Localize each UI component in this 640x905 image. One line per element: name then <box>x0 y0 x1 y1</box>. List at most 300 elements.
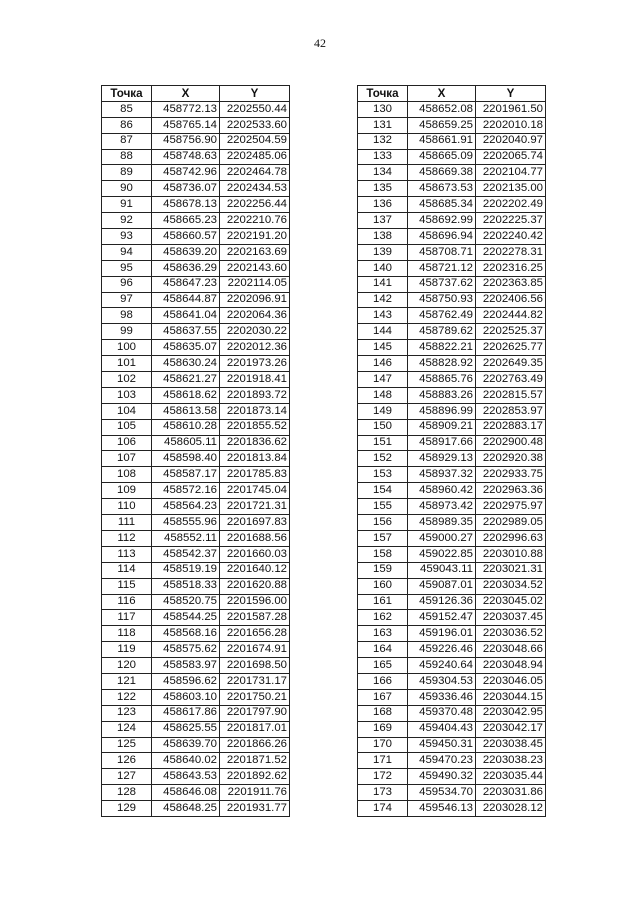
point-number-cell: 106 <box>102 435 152 451</box>
table-row <box>102 260 290 276</box>
point-number-cell: 122 <box>102 689 152 705</box>
y-coordinate-cell: 2202040.97 <box>476 133 546 149</box>
table-row <box>358 626 546 642</box>
x-coordinate-cell: 458789.62 <box>408 324 476 340</box>
y-coordinate-cell: 2202815.57 <box>476 387 546 403</box>
point-number-cell: 154 <box>358 483 408 499</box>
table-row <box>358 785 546 801</box>
header-point: Точка <box>358 86 408 102</box>
table-row <box>102 101 290 117</box>
y-coordinate-cell: 2201587.28 <box>220 610 290 626</box>
y-coordinate-cell: 2201697.83 <box>220 515 290 531</box>
x-coordinate-cell: 458613.58 <box>152 403 220 419</box>
x-coordinate-cell: 458603.10 <box>152 689 220 705</box>
x-coordinate-cell: 458989.35 <box>408 515 476 531</box>
y-coordinate-cell: 2201931.77 <box>220 801 290 817</box>
table-row <box>358 117 546 133</box>
y-coordinate-cell: 2202649.35 <box>476 356 546 372</box>
x-coordinate-cell: 458635.07 <box>152 340 220 356</box>
y-coordinate-cell: 2201813.84 <box>220 451 290 467</box>
table-row <box>358 101 546 117</box>
y-coordinate-cell: 2201817.01 <box>220 721 290 737</box>
x-coordinate-cell: 458647.23 <box>152 276 220 292</box>
point-number-cell: 160 <box>358 578 408 594</box>
x-coordinate-cell: 458564.23 <box>152 499 220 515</box>
table-row <box>358 467 546 483</box>
y-coordinate-cell: 2202900.48 <box>476 435 546 451</box>
table-row <box>102 594 290 610</box>
y-coordinate-cell: 2203048.94 <box>476 658 546 674</box>
y-coordinate-cell: 2202464.78 <box>220 165 290 181</box>
x-coordinate-cell: 458644.87 <box>152 292 220 308</box>
table-row <box>102 292 290 308</box>
point-number-cell: 89 <box>102 165 152 181</box>
table-row <box>102 403 290 419</box>
x-coordinate-cell: 458519.19 <box>152 562 220 578</box>
x-coordinate-cell: 458660.57 <box>152 229 220 245</box>
x-coordinate-cell: 458721.12 <box>408 260 476 276</box>
x-coordinate-cell: 458669.38 <box>408 165 476 181</box>
point-number-cell: 165 <box>358 658 408 674</box>
header-point: Точка <box>102 86 152 102</box>
table-row <box>358 594 546 610</box>
x-coordinate-cell: 458665.09 <box>408 149 476 165</box>
point-number-cell: 168 <box>358 705 408 721</box>
x-coordinate-cell: 458772.13 <box>152 101 220 117</box>
table-row <box>358 483 546 499</box>
table-row <box>102 165 290 181</box>
y-coordinate-cell: 2202444.82 <box>476 308 546 324</box>
x-coordinate-cell: 458610.28 <box>152 419 220 435</box>
table-row <box>102 610 290 626</box>
table-row <box>102 499 290 515</box>
table-row <box>102 673 290 689</box>
table-row <box>358 435 546 451</box>
x-coordinate-cell: 458637.55 <box>152 324 220 340</box>
table-row <box>358 562 546 578</box>
x-coordinate-cell: 458896.99 <box>408 403 476 419</box>
x-coordinate-cell: 458572.16 <box>152 483 220 499</box>
table-row <box>102 562 290 578</box>
x-coordinate-cell: 458828.92 <box>408 356 476 372</box>
table-row <box>358 658 546 674</box>
y-coordinate-cell: 2203048.66 <box>476 642 546 658</box>
y-coordinate-cell: 2202434.53 <box>220 181 290 197</box>
point-number-cell: 116 <box>102 594 152 610</box>
table-row <box>358 356 546 372</box>
table-row <box>102 276 290 292</box>
y-coordinate-cell: 2202363.85 <box>476 276 546 292</box>
y-coordinate-cell: 2203034.52 <box>476 578 546 594</box>
y-coordinate-cell: 2202064.36 <box>220 308 290 324</box>
y-coordinate-cell: 2201750.21 <box>220 689 290 705</box>
table-row <box>358 721 546 737</box>
table-row <box>102 689 290 705</box>
point-number-cell: 155 <box>358 499 408 515</box>
x-coordinate-cell: 458641.04 <box>152 308 220 324</box>
x-coordinate-cell: 458822.21 <box>408 340 476 356</box>
point-number-cell: 156 <box>358 515 408 531</box>
x-coordinate-cell: 459490.32 <box>408 769 476 785</box>
y-coordinate-cell: 2202163.69 <box>220 244 290 260</box>
point-number-cell: 151 <box>358 435 408 451</box>
y-coordinate-cell: 2202883.17 <box>476 419 546 435</box>
table-row <box>102 642 290 658</box>
y-coordinate-cell: 2201973.26 <box>220 356 290 372</box>
point-number-cell: 99 <box>102 324 152 340</box>
point-number-cell: 163 <box>358 626 408 642</box>
y-coordinate-cell: 2202316.25 <box>476 260 546 276</box>
x-coordinate-cell: 458587.17 <box>152 467 220 483</box>
y-coordinate-cell: 2202963.36 <box>476 483 546 499</box>
table-row <box>358 642 546 658</box>
x-coordinate-cell: 458639.70 <box>152 737 220 753</box>
point-number-cell: 105 <box>102 419 152 435</box>
y-coordinate-cell: 2202135.00 <box>476 181 546 197</box>
table-row <box>358 499 546 515</box>
x-coordinate-cell: 458636.29 <box>152 260 220 276</box>
table-row <box>358 244 546 260</box>
x-coordinate-cell: 458883.26 <box>408 387 476 403</box>
x-coordinate-cell: 459470.23 <box>408 753 476 769</box>
table-row <box>102 801 290 817</box>
y-coordinate-cell: 2203010.88 <box>476 546 546 562</box>
page-number: 42 <box>314 36 326 50</box>
point-number-cell: 161 <box>358 594 408 610</box>
table-row <box>358 181 546 197</box>
y-coordinate-cell: 2201620.88 <box>220 578 290 594</box>
point-number-cell: 86 <box>102 117 152 133</box>
table-row <box>358 324 546 340</box>
y-coordinate-cell: 2202406.56 <box>476 292 546 308</box>
x-coordinate-cell: 459000.27 <box>408 530 476 546</box>
table-row <box>358 673 546 689</box>
point-number-cell: 153 <box>358 467 408 483</box>
y-coordinate-cell: 2202996.63 <box>476 530 546 546</box>
point-number-cell: 113 <box>102 546 152 562</box>
x-coordinate-cell: 459546.13 <box>408 801 476 817</box>
point-number-cell: 121 <box>102 673 152 689</box>
table-row <box>358 769 546 785</box>
table-row <box>358 530 546 546</box>
point-number-cell: 173 <box>358 785 408 801</box>
point-number-cell: 142 <box>358 292 408 308</box>
x-coordinate-cell: 458696.94 <box>408 229 476 245</box>
x-coordinate-cell: 458909.21 <box>408 419 476 435</box>
y-coordinate-cell: 2202525.37 <box>476 324 546 340</box>
y-coordinate-cell: 2201855.52 <box>220 419 290 435</box>
point-number-cell: 147 <box>358 372 408 388</box>
y-coordinate-cell: 2202278.31 <box>476 244 546 260</box>
x-coordinate-cell: 459196.01 <box>408 626 476 642</box>
point-number-cell: 174 <box>358 801 408 817</box>
y-coordinate-cell: 2201866.26 <box>220 737 290 753</box>
header-y: Y <box>220 86 290 102</box>
point-number-cell: 169 <box>358 721 408 737</box>
table-row <box>358 689 546 705</box>
point-number-cell: 101 <box>102 356 152 372</box>
y-coordinate-cell: 2203036.52 <box>476 626 546 642</box>
point-number-cell: 130 <box>358 101 408 117</box>
point-number-cell: 131 <box>358 117 408 133</box>
table-row <box>358 260 546 276</box>
y-coordinate-cell: 2203028.12 <box>476 801 546 817</box>
y-coordinate-cell: 2201873.14 <box>220 403 290 419</box>
point-number-cell: 110 <box>102 499 152 515</box>
y-coordinate-cell: 2201688.56 <box>220 530 290 546</box>
x-coordinate-cell: 458692.99 <box>408 213 476 229</box>
y-coordinate-cell: 2201660.03 <box>220 546 290 562</box>
point-number-cell: 158 <box>358 546 408 562</box>
point-number-cell: 95 <box>102 260 152 276</box>
point-number-cell: 164 <box>358 642 408 658</box>
x-coordinate-cell: 458737.62 <box>408 276 476 292</box>
x-coordinate-cell: 459450.31 <box>408 737 476 753</box>
point-number-cell: 96 <box>102 276 152 292</box>
y-coordinate-cell: 2201892.62 <box>220 769 290 785</box>
y-coordinate-cell: 2202550.44 <box>220 101 290 117</box>
point-number-cell: 98 <box>102 308 152 324</box>
y-coordinate-cell: 2203031.86 <box>476 785 546 801</box>
table-row <box>358 292 546 308</box>
point-number-cell: 125 <box>102 737 152 753</box>
point-number-cell: 91 <box>102 197 152 213</box>
x-coordinate-cell: 458917.66 <box>408 435 476 451</box>
table-row <box>102 705 290 721</box>
x-coordinate-cell: 458678.13 <box>152 197 220 213</box>
table-row <box>358 403 546 419</box>
x-coordinate-cell: 458665.23 <box>152 213 220 229</box>
point-number-cell: 90 <box>102 181 152 197</box>
x-coordinate-cell: 458598.40 <box>152 451 220 467</box>
table-row <box>102 419 290 435</box>
table-row <box>358 451 546 467</box>
x-coordinate-cell: 458685.34 <box>408 197 476 213</box>
x-coordinate-cell: 459087.01 <box>408 578 476 594</box>
y-coordinate-cell: 2202853.97 <box>476 403 546 419</box>
table-row <box>358 387 546 403</box>
point-number-cell: 119 <box>102 642 152 658</box>
y-coordinate-cell: 2201698.50 <box>220 658 290 674</box>
x-coordinate-cell: 458605.11 <box>152 435 220 451</box>
table-row <box>102 181 290 197</box>
x-coordinate-cell: 458618.62 <box>152 387 220 403</box>
table-row <box>102 372 290 388</box>
table-row <box>358 546 546 562</box>
table-row <box>358 149 546 165</box>
table-row <box>102 387 290 403</box>
y-coordinate-cell: 2202763.49 <box>476 372 546 388</box>
y-coordinate-cell: 2202010.18 <box>476 117 546 133</box>
point-number-cell: 94 <box>102 244 152 260</box>
x-coordinate-cell: 459336.46 <box>408 689 476 705</box>
x-coordinate-cell: 458750.93 <box>408 292 476 308</box>
table-row <box>102 483 290 499</box>
x-coordinate-cell: 458673.53 <box>408 181 476 197</box>
table-row <box>102 117 290 133</box>
point-number-cell: 104 <box>102 403 152 419</box>
y-coordinate-cell: 2202191.20 <box>220 229 290 245</box>
table-row <box>358 308 546 324</box>
y-coordinate-cell: 2201961.50 <box>476 101 546 117</box>
point-number-cell: 128 <box>102 785 152 801</box>
y-coordinate-cell: 2203042.95 <box>476 705 546 721</box>
point-number-cell: 126 <box>102 753 152 769</box>
x-coordinate-cell: 459152.47 <box>408 610 476 626</box>
point-number-cell: 141 <box>358 276 408 292</box>
x-coordinate-cell: 458630.24 <box>152 356 220 372</box>
x-coordinate-cell: 458568.16 <box>152 626 220 642</box>
table-row <box>102 133 290 149</box>
x-coordinate-cell: 459370.48 <box>408 705 476 721</box>
y-coordinate-cell: 2202065.74 <box>476 149 546 165</box>
point-number-cell: 140 <box>358 260 408 276</box>
table-row <box>102 324 290 340</box>
point-number-cell: 146 <box>358 356 408 372</box>
y-coordinate-cell: 2202096.91 <box>220 292 290 308</box>
table-row <box>358 753 546 769</box>
x-coordinate-cell: 458617.86 <box>152 705 220 721</box>
y-coordinate-cell: 2202989.05 <box>476 515 546 531</box>
x-coordinate-cell: 458520.75 <box>152 594 220 610</box>
table-row <box>358 276 546 292</box>
point-number-cell: 137 <box>358 213 408 229</box>
table-row <box>102 308 290 324</box>
table-row <box>358 229 546 245</box>
table-row <box>358 340 546 356</box>
x-coordinate-cell: 458646.08 <box>152 785 220 801</box>
y-coordinate-cell: 2203045.02 <box>476 594 546 610</box>
coordinates-table-right <box>357 85 546 817</box>
point-number-cell: 152 <box>358 451 408 467</box>
point-number-cell: 107 <box>102 451 152 467</box>
table-row <box>102 244 290 260</box>
y-coordinate-cell: 2202012.36 <box>220 340 290 356</box>
y-coordinate-cell: 2203044.15 <box>476 689 546 705</box>
table-row <box>358 419 546 435</box>
table-row <box>358 737 546 753</box>
table-row <box>102 356 290 372</box>
x-coordinate-cell: 459126.36 <box>408 594 476 610</box>
table-row <box>102 515 290 531</box>
x-coordinate-cell: 459404.43 <box>408 721 476 737</box>
point-number-cell: 103 <box>102 387 152 403</box>
x-coordinate-cell: 458765.14 <box>152 117 220 133</box>
y-coordinate-cell: 2203042.17 <box>476 721 546 737</box>
y-coordinate-cell: 2202104.77 <box>476 165 546 181</box>
header-x: X <box>408 86 476 102</box>
x-coordinate-cell: 458518.33 <box>152 578 220 594</box>
x-coordinate-cell: 458583.97 <box>152 658 220 674</box>
y-coordinate-cell: 2201918.41 <box>220 372 290 388</box>
x-coordinate-cell: 458621.27 <box>152 372 220 388</box>
point-number-cell: 166 <box>358 673 408 689</box>
x-coordinate-cell: 458639.20 <box>152 244 220 260</box>
point-number-cell: 134 <box>358 165 408 181</box>
point-number-cell: 139 <box>358 244 408 260</box>
x-coordinate-cell: 458555.96 <box>152 515 220 531</box>
point-number-cell: 135 <box>358 181 408 197</box>
table-row <box>358 705 546 721</box>
x-coordinate-cell: 459022.85 <box>408 546 476 562</box>
y-coordinate-cell: 2201836.62 <box>220 435 290 451</box>
y-coordinate-cell: 2201731.17 <box>220 673 290 689</box>
table-row <box>102 451 290 467</box>
point-number-cell: 114 <box>102 562 152 578</box>
point-number-cell: 87 <box>102 133 152 149</box>
x-coordinate-cell: 458648.25 <box>152 801 220 817</box>
y-coordinate-cell: 2202143.60 <box>220 260 290 276</box>
table-row <box>102 785 290 801</box>
y-coordinate-cell: 2203038.45 <box>476 737 546 753</box>
x-coordinate-cell: 458652.08 <box>408 101 476 117</box>
x-coordinate-cell: 458929.13 <box>408 451 476 467</box>
point-number-cell: 150 <box>358 419 408 435</box>
y-coordinate-cell: 2201911.76 <box>220 785 290 801</box>
x-coordinate-cell: 458937.32 <box>408 467 476 483</box>
x-coordinate-cell: 458544.25 <box>152 610 220 626</box>
point-number-cell: 143 <box>358 308 408 324</box>
point-number-cell: 145 <box>358 340 408 356</box>
point-number-cell: 170 <box>358 737 408 753</box>
y-coordinate-cell: 2201640.12 <box>220 562 290 578</box>
x-coordinate-cell: 458640.02 <box>152 753 220 769</box>
point-number-cell: 149 <box>358 403 408 419</box>
y-coordinate-cell: 2201674.91 <box>220 642 290 658</box>
y-coordinate-cell: 2203021.31 <box>476 562 546 578</box>
x-coordinate-cell: 458865.76 <box>408 372 476 388</box>
point-number-cell: 123 <box>102 705 152 721</box>
table-row <box>102 546 290 562</box>
y-coordinate-cell: 2202202.49 <box>476 197 546 213</box>
y-coordinate-cell: 2202933.75 <box>476 467 546 483</box>
y-coordinate-cell: 2202030.22 <box>220 324 290 340</box>
point-number-cell: 111 <box>102 515 152 531</box>
y-coordinate-cell: 2201721.31 <box>220 499 290 515</box>
x-coordinate-cell: 458552.11 <box>152 530 220 546</box>
point-number-cell: 138 <box>358 229 408 245</box>
point-number-cell: 108 <box>102 467 152 483</box>
point-number-cell: 115 <box>102 578 152 594</box>
table-row <box>102 229 290 245</box>
x-coordinate-cell: 458708.71 <box>408 244 476 260</box>
point-number-cell: 112 <box>102 530 152 546</box>
table-row <box>358 213 546 229</box>
point-number-cell: 129 <box>102 801 152 817</box>
table-row <box>102 737 290 753</box>
x-coordinate-cell: 458736.07 <box>152 181 220 197</box>
table-row <box>358 610 546 626</box>
point-number-cell: 136 <box>358 197 408 213</box>
table-row <box>102 658 290 674</box>
table-header-row <box>358 86 546 102</box>
point-number-cell: 120 <box>102 658 152 674</box>
x-coordinate-cell: 458742.96 <box>152 165 220 181</box>
x-coordinate-cell: 458659.25 <box>408 117 476 133</box>
table-row <box>102 435 290 451</box>
table-row <box>102 626 290 642</box>
table-row <box>358 165 546 181</box>
table-row <box>358 801 546 817</box>
y-coordinate-cell: 2202240.42 <box>476 229 546 245</box>
point-number-cell: 100 <box>102 340 152 356</box>
table-row <box>102 340 290 356</box>
point-number-cell: 133 <box>358 149 408 165</box>
y-coordinate-cell: 2201797.90 <box>220 705 290 721</box>
point-number-cell: 157 <box>358 530 408 546</box>
x-coordinate-cell: 459043.11 <box>408 562 476 578</box>
point-number-cell: 124 <box>102 721 152 737</box>
